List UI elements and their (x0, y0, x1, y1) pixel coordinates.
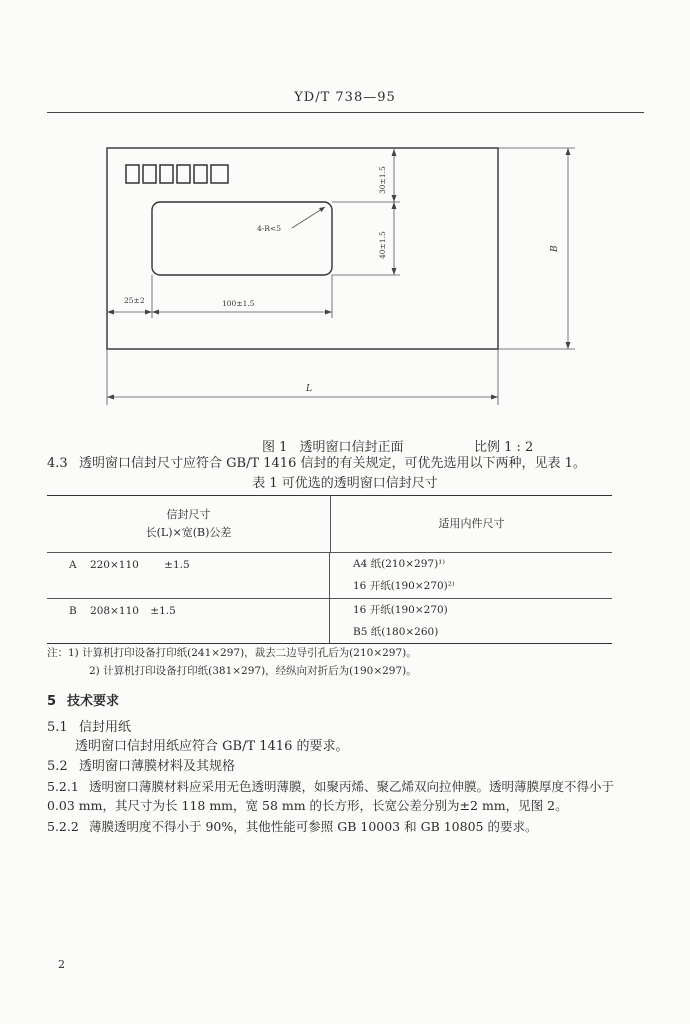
row-item: A4 纸(210×297)¹⁾ (353, 558, 445, 570)
row-item: 16 开纸(190×270)²⁾ (353, 580, 455, 592)
radius-leader (292, 207, 325, 228)
header-size-line2: 长(L)×宽(B)公差 (145, 526, 232, 539)
section-4-3 (47, 455, 657, 473)
row-tolerance: ±1.5 (150, 605, 176, 617)
postcode-box (177, 165, 190, 183)
postcode-box (126, 165, 139, 183)
table-row (47, 599, 612, 644)
row-items-cell (330, 553, 612, 598)
page-number: 2 (58, 958, 65, 971)
window-width-label: 100±1.5 (222, 299, 255, 308)
section-5-1-text: 透明窗口信封用纸应符合 GB/T 1416 的要求。 (75, 739, 349, 754)
section-text: 透明窗口薄膜材料应采用无色透明薄膜，如聚丙烯、聚乙烯双向拉伸膜。透明薄膜厚度不得小于 (89, 779, 615, 794)
row-items-cell (330, 599, 612, 643)
envelope-figure (0, 0, 690, 430)
section-5-2-heading (47, 758, 235, 776)
row-size-cell (47, 599, 330, 643)
section-5-2-1 (47, 778, 647, 796)
header-cell-size (47, 496, 331, 552)
row-size: 208×110 (90, 605, 139, 617)
section-title: 透明窗口薄膜材料及其规格 (79, 759, 236, 774)
postcode-box (194, 165, 207, 183)
header-size-line1: 信封尺寸 (166, 508, 211, 521)
row-size-cell (47, 553, 330, 598)
table-note-1: 注：1) 计算机打印设备打印纸(241×297)，裁去二边导引孔后为(210×297)。 (47, 647, 417, 659)
postcode-box (143, 165, 156, 183)
section-number: 5.2.1 (47, 779, 79, 794)
table-row (47, 553, 612, 599)
section-text: 薄膜透明度不得小于 90%，其他性能可参照 GB 10003 和 GB 10805 的要求。 (89, 819, 538, 834)
section-number: 4.3 (47, 456, 68, 471)
left-offset-label: 25±2 (124, 296, 145, 305)
row-size: 220×110 (89, 559, 139, 571)
table-header-row (47, 496, 612, 553)
table-note-2: 2) 计算机打印设备打印纸(381×297)，经纵向对折后为(190×297)。 (89, 665, 417, 677)
radius-label: 4-R<5 (257, 224, 282, 233)
postcode-boxes (126, 165, 228, 183)
table-1 (47, 495, 612, 644)
window-height-label: 40±1.5 (378, 231, 387, 259)
header-cell-items: 适用内件尺寸 (438, 517, 505, 530)
window-outline (152, 202, 332, 275)
arrowheads (107, 148, 571, 400)
section-title: 信封用纸 (79, 720, 132, 735)
row-item: 16 开纸(190×270) (353, 604, 448, 616)
section-5-2-2 (47, 818, 537, 836)
envelope-outline (107, 148, 498, 349)
section-number: 5 (47, 694, 57, 709)
table-caption: 表 1 可优选的透明窗口信封尺寸 (252, 476, 438, 491)
section-5-2-1-cont: 0.03 mm，其尺寸为长 118 mm，宽 58 mm 的长方形，长宽公差分别为±2 mm，见图 2。 (47, 798, 568, 813)
row-item: B5 纸(180×260) (353, 626, 439, 638)
postcode-box (160, 165, 173, 183)
section-number: 5.1 (47, 720, 68, 735)
figure-title: 透明窗口信封正面 (299, 440, 404, 455)
top-dim-label: 30±1.5 (378, 166, 387, 194)
section-title: 技术要求 (67, 694, 120, 709)
section-5-1-heading (47, 719, 131, 737)
row-code: A (69, 559, 77, 571)
postcode-box (211, 165, 228, 183)
row-code: B (69, 605, 77, 617)
row-tolerance: ±1.5 (164, 559, 190, 571)
length-L-label: L (306, 384, 312, 394)
section-number: 5.2 (47, 759, 68, 774)
figure-scale: 比例 1 : 2 (474, 440, 534, 455)
section-5-heading (47, 690, 119, 709)
document-id: YD/T 738—95 (294, 90, 396, 105)
figure-caption (262, 436, 412, 455)
figure-number: 图 1 (262, 440, 288, 455)
section-number: 5.2.2 (47, 819, 79, 834)
section-text: 透明窗口信封尺寸应符合 GB/T 1416 信封的有关规定，可优先选用以下两种，见表 1。 (79, 456, 586, 471)
height-B-label: B (550, 245, 560, 252)
